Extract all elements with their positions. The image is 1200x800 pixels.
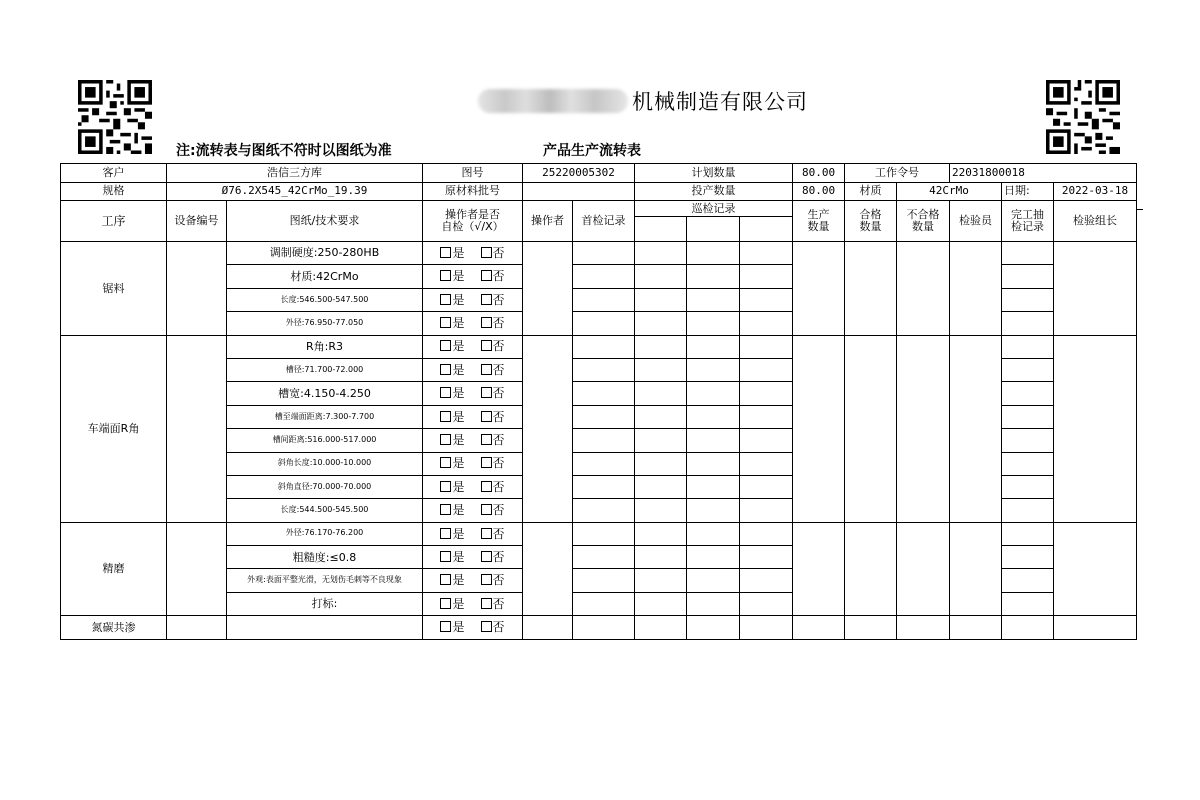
choice-no-label: 否 (492, 620, 505, 635)
requirement-text: 槽间距离:516.000-517.000 (227, 429, 423, 452)
self-check-choice (423, 265, 523, 288)
patrol-cell-3[interactable] (740, 265, 793, 288)
patrol-cell-2[interactable] (687, 242, 740, 265)
team-leader-cell[interactable] (1054, 335, 1137, 522)
checkbox-icon[interactable] (481, 457, 492, 468)
col-self-check (423, 201, 523, 242)
operator-cell[interactable] (523, 335, 573, 522)
choice-yes-label: 是 (452, 503, 465, 518)
choice-no-label: 否 (492, 573, 505, 588)
patrol-cell-1[interactable] (635, 312, 687, 335)
choice-yes-label: 是 (452, 526, 465, 541)
equipment-cell[interactable] (167, 242, 227, 336)
qualified-qty-cell[interactable] (845, 335, 897, 522)
patrol-cell-2[interactable] (687, 522, 740, 545)
final-record-cell[interactable] (1002, 335, 1054, 358)
patrol-cell-2[interactable] (687, 382, 740, 405)
self-check-choice (423, 569, 523, 592)
material-batch-label: 原材料批号 (423, 182, 523, 201)
choice-no-label: 否 (492, 433, 505, 448)
checkbox-icon[interactable] (440, 504, 451, 515)
self-check-choice (423, 616, 523, 639)
checkbox-icon[interactable] (440, 270, 451, 281)
work-order-label: 工作令号 (845, 164, 950, 183)
patrol-cell-2[interactable] (687, 429, 740, 452)
self-check-choice (423, 546, 523, 569)
patrol-cell-3[interactable] (740, 429, 793, 452)
requirement-text: 材质:42CrMo (227, 265, 423, 288)
self-check-choice (423, 592, 523, 615)
col-unqualified-qty-line1: 不合格 (906, 208, 940, 222)
produced-qty-cell[interactable] (793, 242, 845, 336)
qr-code-icon-left (78, 80, 152, 154)
patrol-cell-3[interactable] (740, 312, 793, 335)
patrol-cell-3[interactable] (740, 452, 793, 475)
final-record-cell[interactable] (1002, 429, 1054, 452)
requirement-text: 长度:544.500-545.500 (227, 499, 423, 522)
col-inspector: 检验员 (950, 201, 1002, 242)
patrol-cell-2[interactable] (687, 265, 740, 288)
first-inspection-cell[interactable] (573, 382, 635, 405)
company-header (478, 86, 808, 116)
requirement-text: 外径:76.950-77.050 (227, 312, 423, 335)
first-inspection-cell[interactable] (573, 429, 635, 452)
requirement-text: 调制硬度:250-280HB (227, 242, 423, 265)
self-check-choice (423, 288, 523, 311)
final-record-cell[interactable] (1002, 592, 1054, 615)
final-record-cell[interactable] (1002, 616, 1054, 639)
patrol-cell-1[interactable] (635, 616, 687, 639)
patrol-cell-1[interactable] (635, 452, 687, 475)
patrol-cell-1[interactable] (635, 358, 687, 381)
first-inspection-cell[interactable] (573, 335, 635, 358)
patrol-cell-3[interactable] (740, 592, 793, 615)
final-record-cell[interactable] (1002, 546, 1054, 569)
choice-yes-label: 是 (452, 620, 465, 635)
checkbox-icon[interactable] (481, 247, 492, 258)
prod-qty-label: 投产数量 (635, 182, 793, 201)
first-inspection-cell[interactable] (573, 592, 635, 615)
patrol-cell-1[interactable] (635, 546, 687, 569)
checkbox-icon[interactable] (440, 387, 451, 398)
equipment-cell[interactable] (167, 335, 227, 522)
col-produced-qty-line2: 数量 (807, 220, 830, 233)
patrol-cell-1[interactable] (635, 265, 687, 288)
patrol-cell-3[interactable] (740, 475, 793, 498)
patrol-cell-1[interactable] (635, 242, 687, 265)
team-leader-cell[interactable] (1054, 242, 1137, 336)
col-final-record-line2: 检记录 (1011, 220, 1045, 233)
choice-yes-label: 是 (452, 386, 465, 401)
process-flow-table (60, 163, 1137, 640)
prod-qty-value: 80.00 (793, 182, 845, 201)
self-check-choice (423, 242, 523, 265)
team-leader-cell[interactable] (1054, 616, 1137, 639)
material-batch-value (523, 182, 635, 201)
checkbox-icon[interactable] (481, 270, 492, 281)
qualified-qty-cell[interactable] (845, 616, 897, 639)
self-check-choice (423, 382, 523, 405)
equipment-cell[interactable] (167, 616, 227, 639)
col-qualified-qty (845, 201, 897, 242)
col-unqualified-qty (897, 201, 950, 242)
patrol-cell-3[interactable] (740, 405, 793, 428)
produced-qty-cell[interactable] (793, 335, 845, 522)
final-record-cell[interactable] (1002, 499, 1054, 522)
operator-cell[interactable] (523, 522, 573, 616)
patrol-cell-2[interactable] (687, 452, 740, 475)
first-inspection-cell[interactable] (573, 288, 635, 311)
patrol-cell-1[interactable] (635, 429, 687, 452)
table-row (61, 242, 1137, 265)
patrol-cell-2[interactable] (687, 592, 740, 615)
checkbox-icon[interactable] (440, 294, 451, 305)
patrol-cell-1[interactable] (635, 475, 687, 498)
checkbox-icon[interactable] (440, 411, 451, 422)
unqualified-qty-cell[interactable] (897, 616, 950, 639)
first-inspection-cell[interactable] (573, 452, 635, 475)
requirement-text: 打标: (227, 592, 423, 615)
patrol-cell-2[interactable] (687, 546, 740, 569)
final-record-cell[interactable] (1002, 405, 1054, 428)
choice-no-label: 否 (492, 456, 505, 471)
choice-yes-label: 是 (452, 292, 465, 307)
inspector-cell[interactable] (950, 522, 1002, 616)
inspector-cell[interactable] (950, 616, 1002, 639)
choice-yes-label: 是 (452, 433, 465, 448)
requirement-text: 外径:76.170-76.200 (227, 522, 423, 545)
final-record-cell[interactable] (1002, 475, 1054, 498)
checkbox-icon[interactable] (481, 504, 492, 515)
patrol-cell-3[interactable] (740, 242, 793, 265)
patrol-cell-3[interactable] (740, 288, 793, 311)
patrol-cell-1[interactable] (635, 335, 687, 358)
requirement-text (227, 616, 423, 639)
choice-yes-label: 是 (452, 409, 465, 424)
col-operator: 操作者 (523, 201, 573, 242)
choice-no-label: 否 (492, 549, 505, 564)
checkbox-icon[interactable] (440, 551, 451, 562)
patrol-cell-1[interactable] (635, 382, 687, 405)
patrol-cell-3[interactable] (740, 335, 793, 358)
choice-yes-label: 是 (452, 245, 465, 260)
equipment-cell[interactable] (167, 522, 227, 616)
requirement-text: 外观:表面平整光滑，无划伤毛刺等不良现象 (227, 569, 423, 592)
patrol-cell-1[interactable] (635, 499, 687, 522)
col-unqualified-qty-line2: 数量 (912, 220, 935, 233)
patrol-cell-3[interactable] (740, 569, 793, 592)
choice-yes-label: 是 (452, 549, 465, 564)
patrol-cell-1[interactable] (635, 288, 687, 311)
customer-value: 浩信三方库 (167, 164, 423, 183)
choice-no-label: 否 (492, 526, 505, 541)
table-row (61, 522, 1137, 545)
unqualified-qty-cell[interactable] (897, 242, 950, 336)
patrol-cell-1[interactable] (635, 522, 687, 545)
operator-cell[interactable] (523, 242, 573, 336)
first-inspection-cell[interactable] (573, 616, 635, 639)
self-check-choice (423, 475, 523, 498)
edge-tick (1136, 209, 1143, 210)
checkbox-icon[interactable] (440, 621, 451, 632)
blurred-company-prefix (478, 89, 628, 113)
choice-yes-label: 是 (452, 479, 465, 494)
checkbox-icon[interactable] (440, 574, 451, 585)
first-inspection-cell[interactable] (573, 475, 635, 498)
checkbox-icon[interactable] (481, 364, 492, 375)
col-final-record-line1: 完工抽 (1011, 208, 1045, 222)
first-inspection-cell[interactable] (573, 405, 635, 428)
checkbox-icon[interactable] (481, 481, 492, 492)
choice-no-label: 否 (492, 245, 505, 260)
self-check-choice (423, 499, 523, 522)
info-row-2 (61, 182, 1137, 201)
first-inspection-cell[interactable] (573, 499, 635, 522)
checkbox-icon[interactable] (481, 528, 492, 539)
first-inspection-cell[interactable] (573, 242, 635, 265)
requirement-text: 斜角长度:10.000-10.000 (227, 452, 423, 475)
patrol-sub-2 (687, 217, 740, 242)
first-inspection-cell[interactable] (573, 312, 635, 335)
date-value: 2022-03-18 (1054, 182, 1137, 201)
choice-no-label: 否 (492, 269, 505, 284)
checkbox-icon[interactable] (481, 340, 492, 351)
self-check-choice (423, 452, 523, 475)
first-inspection-cell[interactable] (573, 265, 635, 288)
info-row-1 (61, 164, 1137, 183)
choice-no-label: 否 (492, 292, 505, 307)
material-value: 42CrMo (897, 182, 1002, 201)
self-check-choice (423, 358, 523, 381)
col-qualified-qty-line1: 合格 (859, 208, 882, 222)
self-check-choice (423, 522, 523, 545)
first-inspection-cell[interactable] (573, 569, 635, 592)
work-order-value: 22031800018 (950, 164, 1137, 183)
self-check-choice (423, 312, 523, 335)
checkbox-icon[interactable] (481, 317, 492, 328)
patrol-cell-3[interactable] (740, 358, 793, 381)
column-header-row-1 (61, 201, 1137, 217)
team-leader-cell[interactable] (1054, 522, 1137, 616)
col-equipment: 设备编号 (167, 201, 227, 242)
process-name: 车端面R角 (61, 335, 167, 522)
patrol-cell-2[interactable] (687, 616, 740, 639)
patrol-cell-3[interactable] (740, 522, 793, 545)
self-check-choice (423, 405, 523, 428)
patrol-cell-1[interactable] (635, 405, 687, 428)
choice-no-label: 否 (492, 386, 505, 401)
requirement-text: 长度:546.500-547.500 (227, 288, 423, 311)
col-patrol: 巡检记录 (635, 201, 793, 217)
material-label: 材质 (845, 182, 897, 201)
choice-yes-label: 是 (452, 456, 465, 471)
company-name: 机械制造有限公司 (632, 90, 808, 114)
choice-no-label: 否 (492, 362, 505, 377)
checkbox-icon[interactable] (440, 317, 451, 328)
checkbox-icon[interactable] (440, 457, 451, 468)
col-process: 工序 (61, 201, 167, 242)
choice-no-label: 否 (492, 596, 505, 611)
patrol-cell-3[interactable] (740, 382, 793, 405)
final-record-cell[interactable] (1002, 265, 1054, 288)
col-qualified-qty-line2: 数量 (859, 220, 882, 233)
self-check-choice (423, 335, 523, 358)
checkbox-icon[interactable] (440, 598, 451, 609)
requirement-text: 槽至端面距离:7.300-7.700 (227, 405, 423, 428)
checkbox-icon[interactable] (440, 528, 451, 539)
qr-code-icon-right (1046, 80, 1120, 154)
patrol-sub-3 (740, 217, 793, 242)
checkbox-icon[interactable] (481, 411, 492, 422)
choice-no-label: 否 (492, 316, 505, 331)
choice-no-label: 否 (492, 503, 505, 518)
patrol-sub-1 (635, 217, 687, 242)
final-record-cell[interactable] (1002, 452, 1054, 475)
choice-no-label: 否 (492, 409, 505, 424)
checkbox-icon[interactable] (481, 551, 492, 562)
patrol-cell-2[interactable] (687, 358, 740, 381)
final-record-cell[interactable] (1002, 242, 1054, 265)
produced-qty-cell[interactable] (793, 522, 845, 616)
unqualified-qty-cell[interactable] (897, 335, 950, 522)
patrol-cell-2[interactable] (687, 569, 740, 592)
patrol-cell-2[interactable] (687, 405, 740, 428)
table-row (61, 335, 1137, 358)
checkbox-icon[interactable] (481, 621, 492, 632)
form-title: 产品生产流转表 (543, 143, 641, 159)
patrol-cell-2[interactable] (687, 475, 740, 498)
table-row (61, 616, 1137, 639)
checkbox-icon[interactable] (440, 481, 451, 492)
spec-value: Ø76.2X545_42CrMo_19.39 (167, 182, 423, 201)
final-record-cell[interactable] (1002, 569, 1054, 592)
qualified-qty-cell[interactable] (845, 522, 897, 616)
requirement-text: 槽宽:4.150-4.250 (227, 382, 423, 405)
unqualified-qty-cell[interactable] (897, 522, 950, 616)
choice-yes-label: 是 (452, 269, 465, 284)
requirement-text: R角:R3 (227, 335, 423, 358)
choice-yes-label: 是 (452, 362, 465, 377)
choice-yes-label: 是 (452, 596, 465, 611)
patrol-cell-1[interactable] (635, 592, 687, 615)
spec-label: 规格 (61, 182, 167, 201)
checkbox-icon[interactable] (481, 598, 492, 609)
checkbox-icon[interactable] (481, 434, 492, 445)
process-name: 精磨 (61, 522, 167, 616)
requirement-text: 槽径:71.700-72.000 (227, 358, 423, 381)
patrol-cell-3[interactable] (740, 616, 793, 639)
requirement-text: 斜角直径:70.000-70.000 (227, 475, 423, 498)
qualified-qty-cell[interactable] (845, 242, 897, 336)
checkbox-icon[interactable] (440, 247, 451, 258)
plan-qty-value: 80.00 (793, 164, 845, 183)
final-record-cell[interactable] (1002, 358, 1054, 381)
col-requirements: 图纸/技术要求 (227, 201, 423, 242)
operator-cell[interactable] (523, 616, 573, 639)
final-record-cell[interactable] (1002, 288, 1054, 311)
col-final-record (1002, 201, 1054, 242)
col-team-leader: 检验组长 (1054, 201, 1137, 242)
patrol-cell-3[interactable] (740, 546, 793, 569)
produced-qty-cell[interactable] (793, 616, 845, 639)
plan-qty-label: 计划数量 (635, 164, 793, 183)
col-self-check-line2: 自检（√/X） (441, 220, 504, 233)
date-label: 日期: (1002, 182, 1054, 201)
patrol-cell-2[interactable] (687, 312, 740, 335)
drawing-note: 注:流转表与图纸不符时以图纸为准 (176, 143, 392, 159)
choice-yes-label: 是 (452, 316, 465, 331)
choice-no-label: 否 (492, 479, 505, 494)
col-first-inspection: 首检记录 (573, 201, 635, 242)
col-self-check-line1: 操作者是否 (445, 208, 500, 222)
first-inspection-cell[interactable] (573, 522, 635, 545)
first-inspection-cell[interactable] (573, 358, 635, 381)
checkbox-icon[interactable] (440, 340, 451, 351)
drawing-no-value: 25220005302 (523, 164, 635, 183)
drawing-no-label: 图号 (423, 164, 523, 183)
col-produced-qty-line1: 生产 (807, 208, 830, 222)
patrol-cell-2[interactable] (687, 499, 740, 522)
patrol-cell-1[interactable] (635, 569, 687, 592)
first-inspection-cell[interactable] (573, 546, 635, 569)
choice-no-label: 否 (492, 339, 505, 354)
process-name: 锯料 (61, 242, 167, 336)
checkbox-icon[interactable] (481, 387, 492, 398)
customer-label: 客户 (61, 164, 167, 183)
patrol-cell-2[interactable] (687, 288, 740, 311)
self-check-choice (423, 429, 523, 452)
inspector-cell[interactable] (950, 242, 1002, 336)
requirement-text: 粗糙度:≤0.8 (227, 546, 423, 569)
final-record-cell[interactable] (1002, 522, 1054, 545)
col-produced-qty (793, 201, 845, 242)
checkbox-icon[interactable] (481, 294, 492, 305)
checkbox-icon[interactable] (440, 364, 451, 375)
patrol-cell-3[interactable] (740, 499, 793, 522)
choice-yes-label: 是 (452, 573, 465, 588)
process-name: 氮碳共渗 (61, 616, 167, 639)
final-record-cell[interactable] (1002, 312, 1054, 335)
inspector-cell[interactable] (950, 335, 1002, 522)
checkbox-icon[interactable] (481, 574, 492, 585)
choice-yes-label: 是 (452, 339, 465, 354)
final-record-cell[interactable] (1002, 382, 1054, 405)
checkbox-icon[interactable] (440, 434, 451, 445)
patrol-cell-2[interactable] (687, 335, 740, 358)
